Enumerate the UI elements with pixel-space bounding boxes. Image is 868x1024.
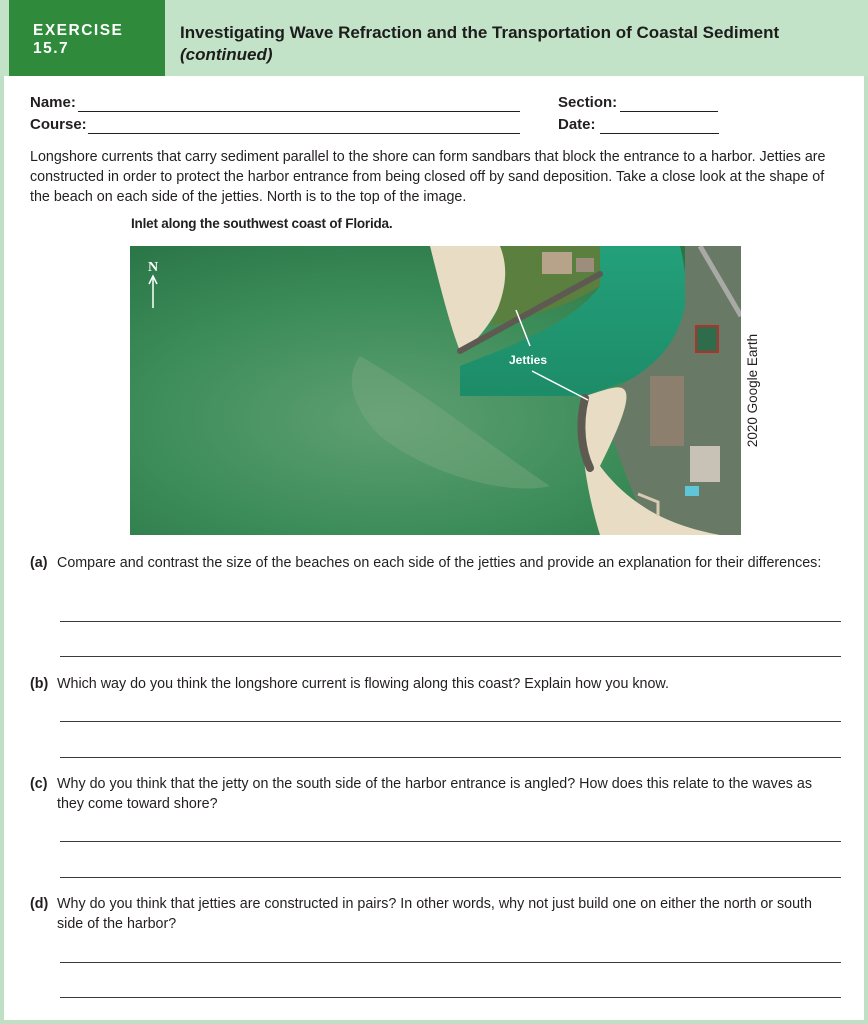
answer-line-a2[interactable] — [60, 656, 841, 657]
figure-caption: Inlet along the southwest coast of Florida. — [131, 216, 393, 231]
jetties-label: Jetties — [508, 353, 548, 367]
answer-line-b2[interactable] — [60, 757, 841, 758]
section-label: Section: — [558, 94, 618, 111]
exercise-title — [180, 22, 779, 66]
section-line — [620, 111, 718, 112]
north-building-2 — [576, 258, 594, 272]
question-c — [30, 774, 840, 814]
north-building — [542, 252, 572, 274]
answer-line-b1[interactable] — [60, 721, 841, 722]
question-letter: (d) — [30, 896, 49, 912]
date-line — [600, 133, 719, 134]
name-label: Name: — [30, 94, 76, 111]
pool — [685, 486, 699, 496]
name-field[interactable] — [30, 94, 520, 114]
question-b — [30, 674, 840, 694]
exercise-tab — [9, 0, 165, 76]
question-a — [30, 553, 840, 573]
image-credit: 2020 Google Earth — [745, 333, 760, 448]
question-text: Why do you think that the jetty on the south side of the harbor entrance is angled? How does this relate to the waves as they come toward shore? — [57, 776, 813, 812]
tennis-court — [696, 326, 718, 352]
question-text: Why do you think that jetties are constructed in pairs? In other words, why not just build one on either the north or south side of the harbor? — [57, 896, 812, 932]
question-letter: (b) — [30, 676, 49, 692]
question-d — [30, 894, 840, 934]
answer-line-c1[interactable] — [60, 841, 841, 842]
question-text: Compare and contrast the size of the beaches on each side of the jetties and provide an explanation for their differences: — [57, 555, 822, 571]
exercise-label: EXERCISE 15.7 — [33, 22, 124, 57]
course-line — [88, 133, 520, 134]
answer-line-a1[interactable] — [60, 621, 841, 622]
title-continued: (continued) — [180, 45, 273, 64]
date-field[interactable] — [558, 116, 719, 136]
exercise-header — [0, 0, 868, 76]
aerial-photo — [130, 246, 741, 535]
question-letter: (a) — [30, 555, 48, 571]
answer-line-d1[interactable] — [60, 962, 841, 963]
course-field[interactable] — [30, 116, 520, 136]
intro-paragraph: Longshore currents that carry sediment parallel to the shore can form sandbars that block the entrance to a harbor. Jetties are constructed in order to protect the harbor entrance from being closed off by sand deposition. Take a close look at the shape of the beach on each side of the jetties. North is to the top of the image. — [30, 149, 826, 205]
condo-block-2 — [690, 446, 720, 482]
name-line — [78, 111, 520, 112]
section-field[interactable] — [558, 94, 718, 114]
answer-line-c2[interactable] — [60, 877, 841, 878]
question-letter: (c) — [30, 776, 48, 792]
answer-line-d2[interactable] — [60, 997, 841, 998]
title-text: Investigating Wave Refraction and the Transportation of Coastal Sediment — [180, 23, 780, 42]
course-label: Course: — [30, 116, 87, 133]
condo-block — [650, 376, 684, 446]
date-label: Date: — [558, 116, 596, 133]
north-letter: N — [147, 260, 159, 275]
question-text: Which way do you think the longshore current is flowing along this coast? Explain how you know. — [57, 676, 669, 692]
